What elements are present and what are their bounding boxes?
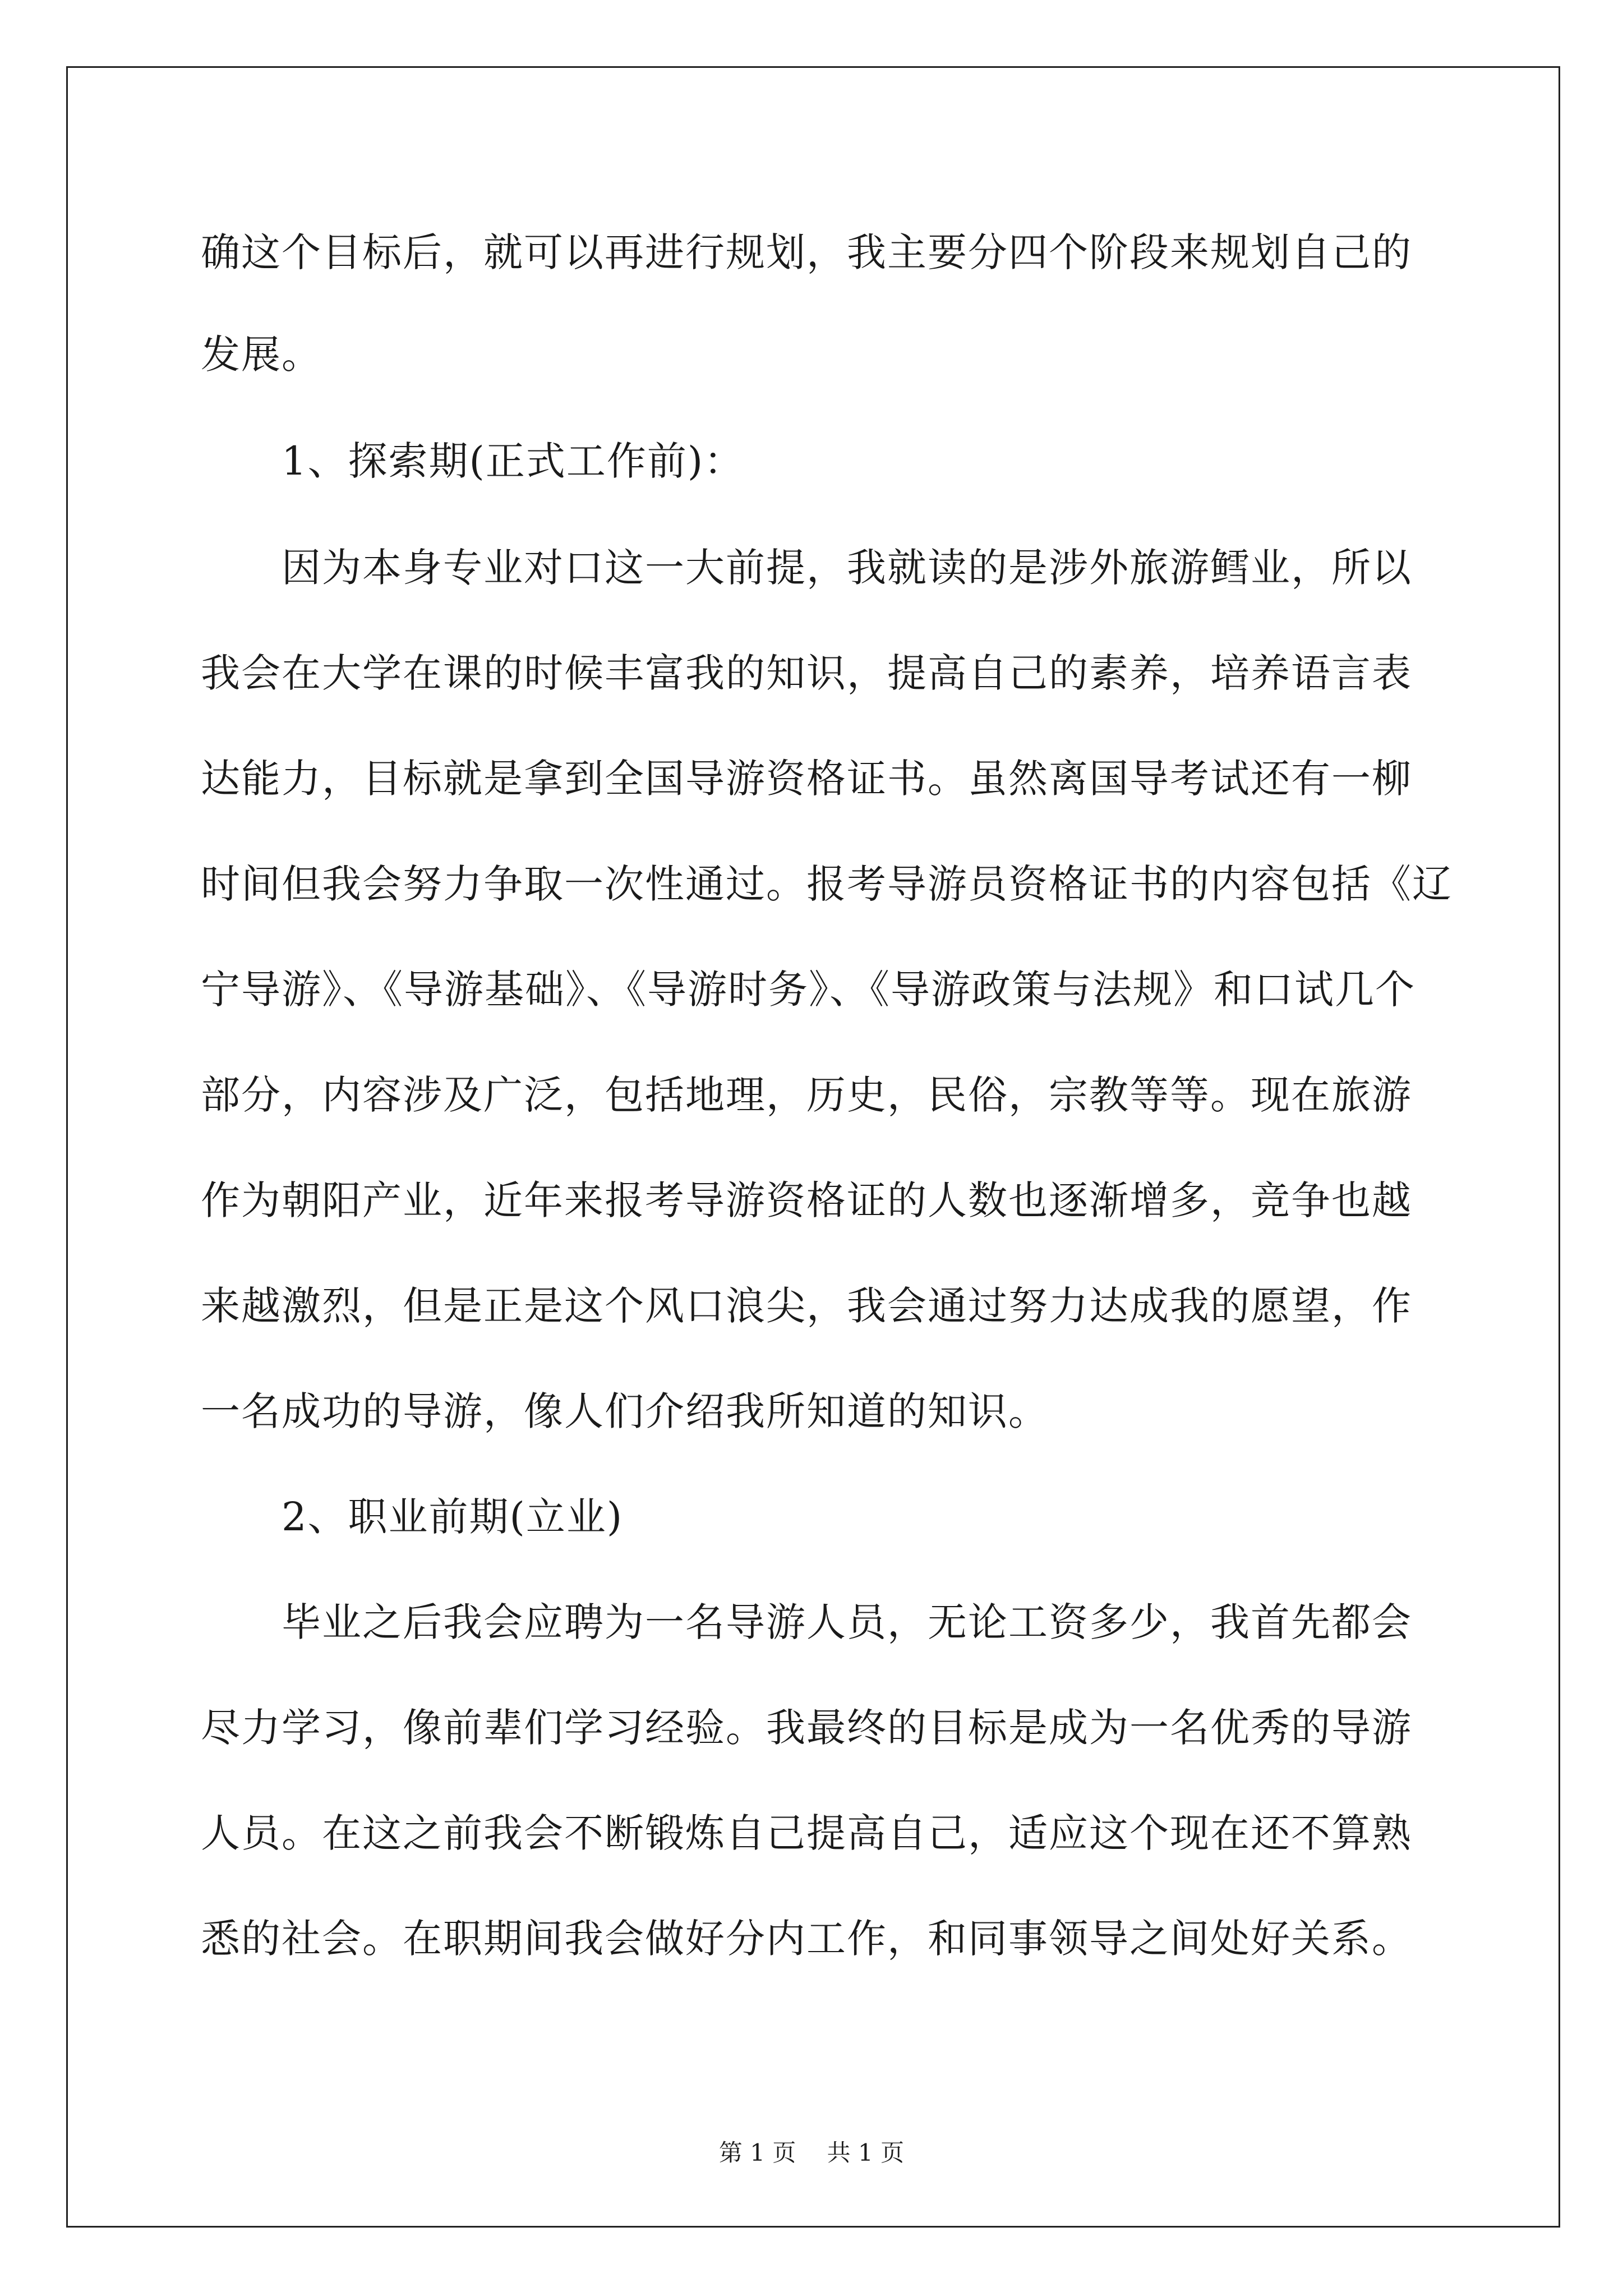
- body-text-line: 毕业之后我会应聘为一名导游人员，无论工资多少，我首先都会: [201, 1599, 1412, 1645]
- body-text-line: 发展。: [201, 332, 322, 378]
- body-text-line: 悉的社会。在职期间我会做好分内工作，和同事领导之间处好关系。: [201, 1916, 1412, 1962]
- body-text-line: 因为本身专业对口这一大前提，我就读的是涉外旅游鳕业，所以: [201, 545, 1412, 591]
- body-text-line: 时间但我会努力争取一次性通过。报考导游员资格证书的内容包括《辽: [201, 861, 1453, 907]
- body-text-line: 一名成功的导游，像人们介绍我所知道的知识。: [201, 1388, 1049, 1434]
- section-heading-early-career: 2、职业前期(立业): [201, 1494, 624, 1540]
- body-text-line: 来越激烈，但是正是这个风口浪尖，我会通过努力达成我的愿望，作: [201, 1283, 1412, 1329]
- body-text-line: 人员。在这之前我会不断锻炼自己提高自己，适应这个现在还不算熟: [201, 1810, 1412, 1856]
- body-text-line: 达能力，目标就是拿到全国导游资格证书。虽然离国导考试还有一柳: [201, 756, 1412, 802]
- body-text-line: 宁导游》、《导游基础》、《导游时务》、《导游政策与法规》和口试几个: [201, 967, 1415, 1013]
- body-text-line: 作为朝阳产业，近年来报考导游资格证的人数也逐渐增多，竞争也越: [201, 1177, 1412, 1223]
- body-text-line: 部分，内容涉及广泛，包括地理，历史，民俗，宗教等等。现在旅游: [201, 1072, 1412, 1118]
- page-number-footer: 第 1 页 共 1 页: [718, 2139, 905, 2166]
- body-text-line: 我会在大学在课的时候丰富我的知识，提高自己的素养，培养语言表: [201, 650, 1412, 696]
- body-text-line: 尽力学习，像前辈们学习经验。我最终的目标是成为一名优秀的导游: [201, 1705, 1412, 1751]
- page-border: [66, 66, 1560, 2228]
- body-text-line: 确这个目标后，就可以再进行规划，我主要分四个阶段来规划自己的: [201, 229, 1412, 275]
- section-heading-exploration: 1、探索期(正式工作前)：: [201, 438, 745, 484]
